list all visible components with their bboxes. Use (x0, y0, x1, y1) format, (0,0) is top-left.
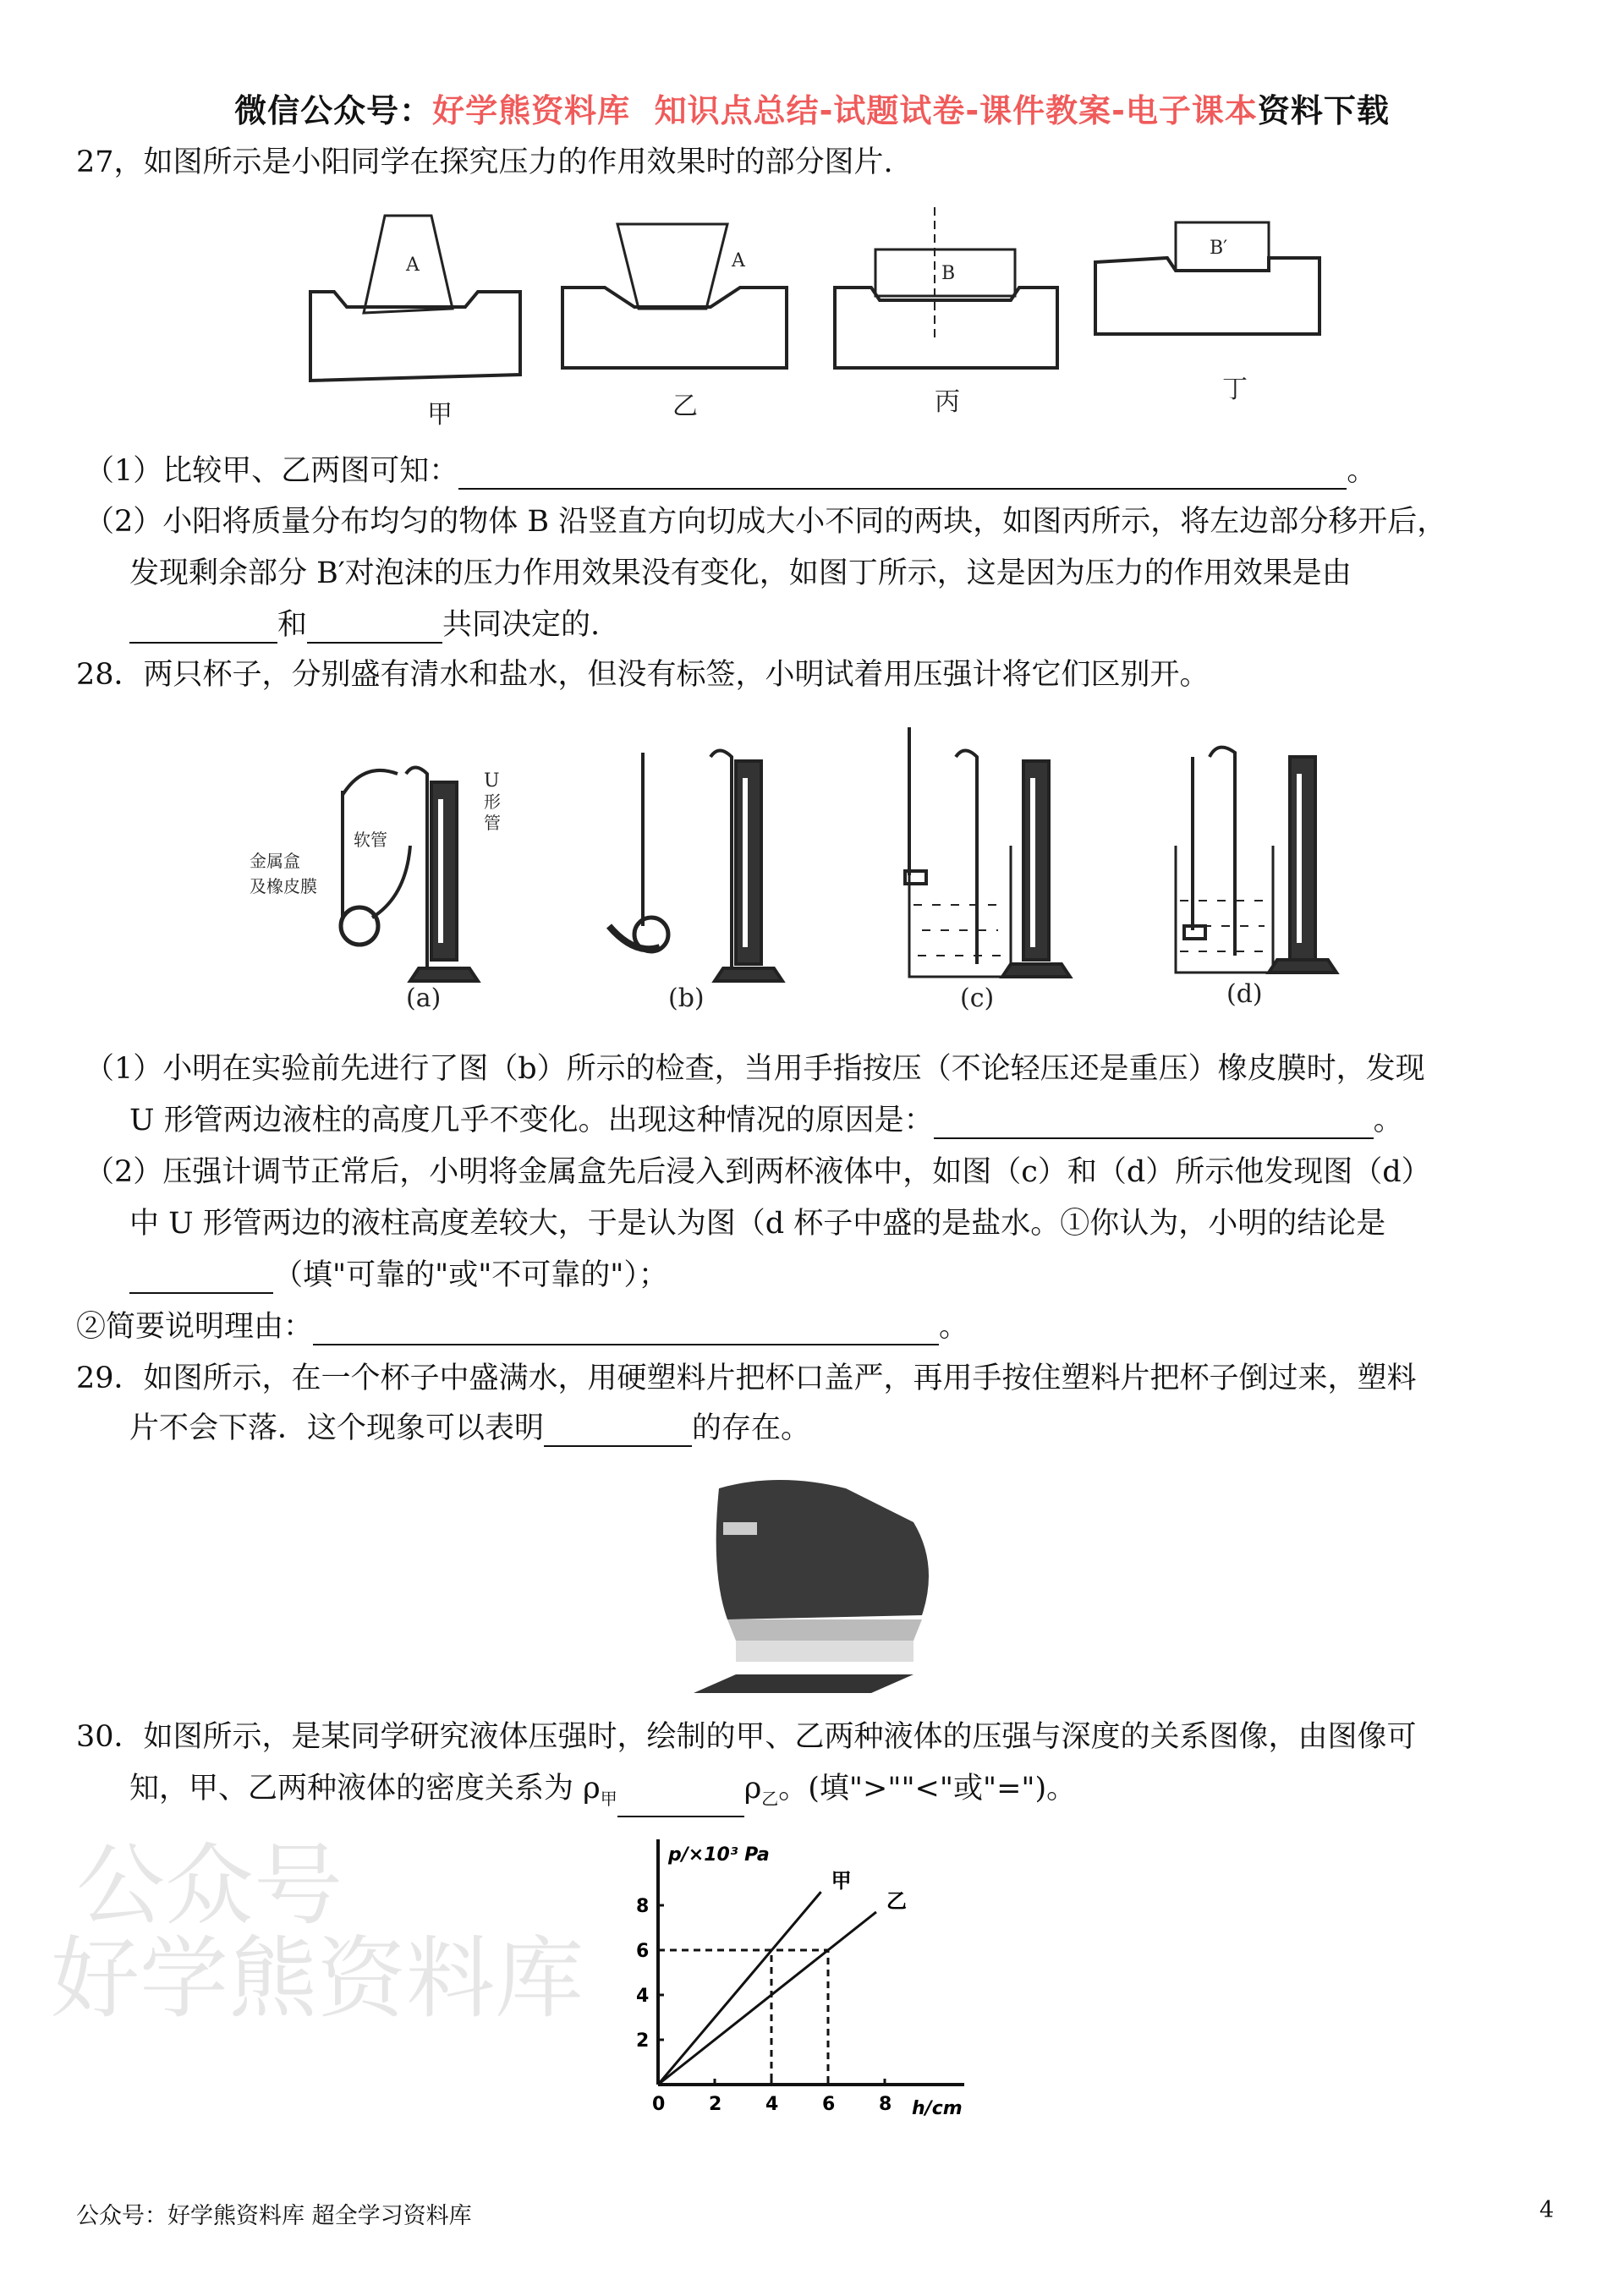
watermark (51, 1834, 584, 2030)
label-u: U (484, 770, 500, 792)
x-tick-label: 0 (652, 2094, 666, 2115)
x-tick-label: 8 (879, 2094, 892, 2115)
q28-figures (237, 719, 1362, 1023)
q28-answer-blank-3[interactable] (313, 1315, 939, 1345)
footer-text: 公众号：好学熊资料库 超全学习资料库 (76, 2203, 472, 2229)
label-metal-box: 金属盒 (250, 851, 300, 871)
figure-ding (1095, 222, 1320, 404)
q30-stem-line2: 知，甲、乙两种液体的密度关系为 ρ (129, 1772, 601, 1806)
q27-answer-blank-1[interactable] (458, 459, 1347, 490)
q29-stem-line1: 29．如图所示，在一个杯子中盛满水，用硬塑料片把杯口盖严，再用手按住塑料片把杯子倒过来，塑料 (76, 1362, 1417, 1395)
q29-stem-end: 的存在。 (692, 1411, 811, 1445)
x-tick-label: 4 (765, 2094, 779, 2115)
figure-caption: 乙 (672, 392, 698, 421)
label-membrane: 及橡皮膜 (250, 876, 317, 896)
figure-yi (562, 224, 787, 421)
caption-a: (a) (406, 984, 442, 1013)
subscript-jia: 甲 (600, 1789, 617, 1809)
header-brand: 好学熊资料库 (432, 92, 631, 129)
header-prefix: 微信公众号： (234, 92, 433, 129)
q28-stem: 28．两只杯子，分别盛有清水和盐水，但没有标签，小明试着用压强计将它们区别开。 (76, 658, 1210, 692)
q28-part1-line2: U 形管两边液柱的高度几乎不变化。出现这种情况的原因是： (129, 1104, 934, 1137)
figure-caption: 甲 (427, 400, 453, 430)
y-tick-label: 2 (636, 2030, 650, 2052)
caption-c: (c) (960, 984, 995, 1013)
and-text: 和 (277, 608, 308, 642)
q30-stem-line1: 30．如图所示，是某同学研究液体压强时，绘制的甲、乙两种液体的压强与深度的关系图像，由图像可 (76, 1720, 1417, 1754)
q28-answer-blank-2[interactable] (129, 1263, 273, 1294)
q28-part2-line2: 中 U 形管两边的液柱高度差较大，于是认为图（d 杯子中盛的是盐水。①你认为，小明的结论是 (129, 1207, 1386, 1241)
q30-stem-end: 。(填">""<"或"=")。 (778, 1772, 1077, 1806)
label-u2: 形 (484, 792, 501, 812)
caption-b: (b) (668, 984, 705, 1013)
figure-b (609, 751, 782, 1014)
page-header (0, 85, 1624, 131)
q28-part3: ②简要说明理由： (76, 1310, 314, 1344)
q28-part2-line1: （2）压强计调节正常后，小明将金属盒先后浸入到两杯液体中，如图（c）和（d）所示他发现图（d） (85, 1155, 1431, 1189)
q27-answer-blank-3[interactable] (307, 613, 442, 644)
series-label: 甲 (831, 1869, 852, 1893)
x-tick-label: 6 (822, 2094, 836, 2115)
series-label: 乙 (886, 1888, 907, 1913)
x-axis-label: h/cm (912, 2098, 963, 2119)
figure-caption: 丁 (1222, 375, 1248, 404)
block-label: A (406, 255, 420, 276)
block-label: B (941, 263, 956, 284)
q27-stem: 27，如图所示是小阳同学在探究压力的作用效果时的部分图片. (76, 145, 893, 179)
q28-answer-blank-1[interactable] (934, 1109, 1374, 1139)
block-label: A (732, 250, 745, 271)
q27-part2-line2: 发现剩余部分 B′对泡沫的压力作用效果没有变化，如图丁所示，这是因为压力的作用效果是由 (129, 556, 1352, 590)
figure-d (1176, 748, 1336, 1009)
y-tick-label: 6 (636, 1941, 650, 1962)
page-number: 4 (1539, 2197, 1555, 2223)
figure-jia (310, 216, 520, 430)
punct: 。 (1347, 454, 1377, 488)
subscript-yi: 乙 (761, 1789, 779, 1809)
figure-a (250, 768, 501, 1014)
q27-part1: （1）比较甲、乙两图可知： (85, 454, 459, 488)
watermark-line1: 公众号 (76, 1834, 343, 1937)
q29-answer-blank[interactable] (544, 1417, 692, 1447)
series-line-jia (658, 1892, 821, 2085)
pressure-depth-chart (626, 1818, 998, 2131)
q27-figures (296, 207, 1336, 436)
figure-caption: 丙 (935, 387, 960, 417)
q27-part2-line1: （2）小阳将质量分布均匀的物体 B 沿竖直方向切成大小不同的两块，如图丙所示，将左边部分移开后， (85, 505, 1447, 539)
y-tick-label: 8 (636, 1896, 650, 1917)
y-tick-label: 4 (636, 1986, 650, 2007)
q27-answer-blank-2[interactable] (129, 613, 277, 644)
series-line-yi (658, 1912, 876, 2085)
q29-stem-line2: 片不会下落．这个现象可以表明 (129, 1411, 545, 1445)
label-hose: 软管 (354, 830, 387, 850)
q27-part2-end: 共同决定的. (442, 608, 601, 642)
label-u3: 管 (484, 813, 501, 833)
watermark-line2: 好学熊资料库 (51, 1927, 584, 2030)
q28-part1-line1: （1）小明在实验前先进行了图（b）所示的检查，当用手指按压（不论轻压还是重压）橡皮膜时，发现 (85, 1052, 1425, 1086)
figure-bing (835, 207, 1057, 417)
q28-part2-line3: （填"可靠的"或"不可靠的"）； (273, 1258, 668, 1292)
header-suffix: 资料下载 (1257, 92, 1390, 129)
inverted-cup-photo (677, 1471, 956, 1696)
y-axis-label: p/×10³ Pa (668, 1844, 770, 1866)
header-topics: 知识点总结-试题试卷-课件教案-电子课本 (654, 92, 1258, 129)
block-label: B′ (1210, 238, 1228, 259)
q30-answer-blank[interactable] (617, 1787, 744, 1817)
figure-c (905, 727, 1070, 1013)
punct: 。 (1373, 1104, 1403, 1137)
caption-d: (d) (1226, 979, 1263, 1009)
punct: 。 (939, 1310, 969, 1344)
x-tick-label: 2 (709, 2094, 722, 2115)
